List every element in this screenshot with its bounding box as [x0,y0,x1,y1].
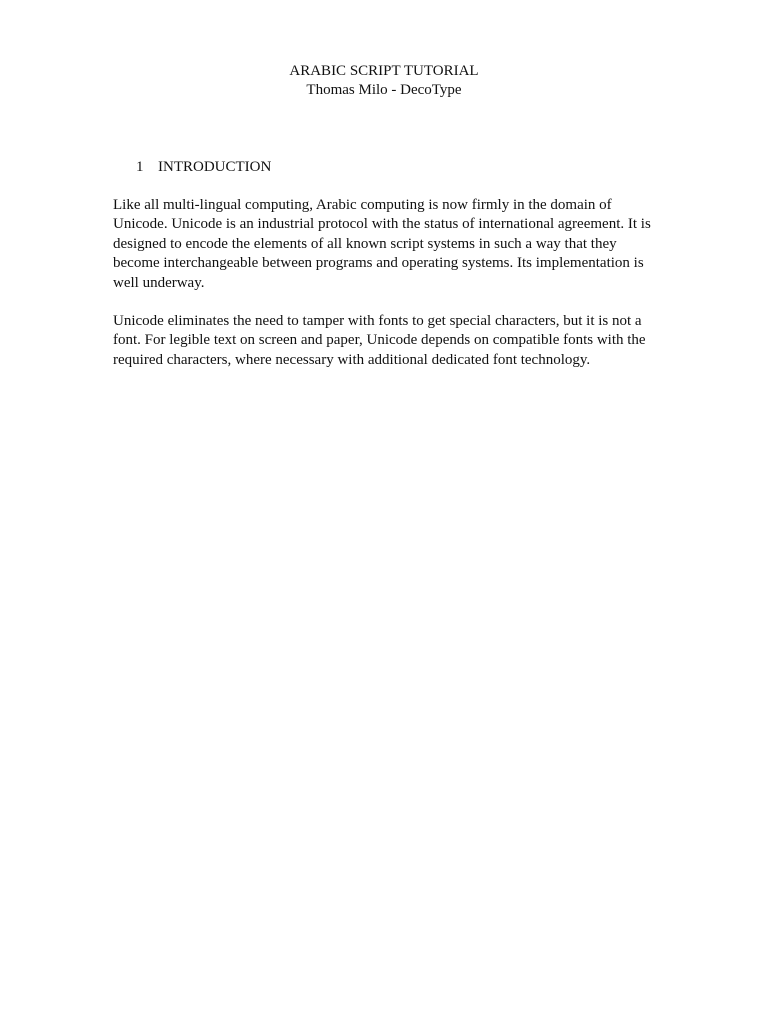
section-number: 1 [136,159,144,175]
document-author: Thomas Milo - DecoType [306,82,462,98]
document-header [0,62,768,100]
section-heading [136,158,271,177]
paragraph-unicode-fonts: Unicode eliminates the need to tamper with fonts to get special characters, but it is not a font. For legible text on screen and paper, Unicode depends on compatible fonts with the required characters, where necessary with additional dedicated font technology. [113,313,646,368]
paragraph-intro: Like all multi-lingual computing, Arabic computing is now firmly in the domain of Unicode. Unicode is an industrial protocol with the status of international agreement. It is designed to encode the elements of all known script systems in such a way that they become interchangeable between programs and operating systems. Its implementation is well underway. [113,197,651,291]
section-heading-text: INTRODUCTION [158,159,272,175]
document-title: ARABIC SCRIPT TUTORIAL [289,63,479,79]
